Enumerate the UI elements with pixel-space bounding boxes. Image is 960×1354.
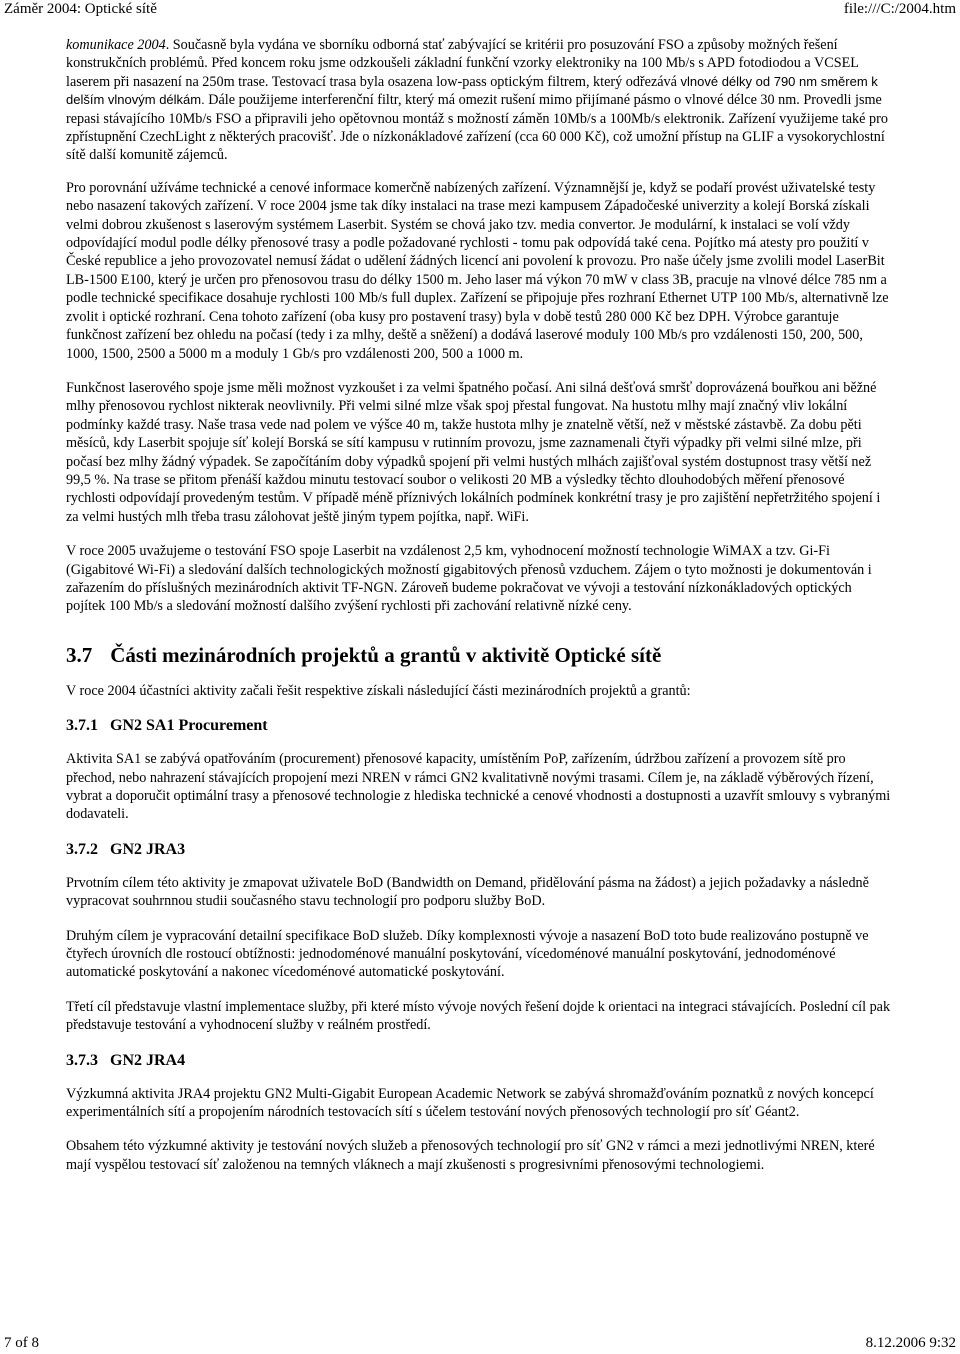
- header-url: file:///C:/2004.htm: [843, 1, 956, 17]
- paragraph: Funkčnost laserového spoje jsme měli možnost vyzkoušet i za velmi špatného počasí. Ani silná dešťová smršť doprovázená bouřkou ani běžné mlhy přenosovou rychlost nikterak neovlivnily. Při velmi silné mlze však spoj přestal fungovat. Na hustotu mlhy mají značný vliv lokální podmínky každé trasy. Naše trasa vede nad polem ve výšce 40 m, takže hustota mlhy je znatelně větší, než v městské zástavbě. Za dobu pěti měsíců, kdy Laserbit spojuje síť kolejí Borská se sítí kampusu v rutinním provozu, jsme zaznamenali čtyři výpadky při velmi silné mlze, při počasí bez mlhy žádný výpadek. Se započítáním doby výpadků spojení při velmi hustých mlhách zajišťoval systém dostupnost trasy větší než 99,5 %. Na trase se přitom přenáší každou minutu testovací soubor o velikosti 20 MB a výsledky těchto dlouhodobých měření přenosové rychlosti odpovídají provedeným testům. V případě méně příznivých lokálních podmínek konkrétní trasy je pro zajištění nepřetržitého spojení i za velmi hustých mlh třeba trasu zálohovat ještě jiným typem pojítka, např. WiFi.: [66, 379, 881, 525]
- paragraph-intro: [66, 36, 894, 165]
- subsection-title: GN2 SA1 Procurement: [110, 717, 268, 735]
- section-number: 3.7: [66, 642, 93, 667]
- subsection-number: 3.7.2: [66, 840, 98, 858]
- paragraph: Výzkumná aktivita JRA4 projektu GN2 Multi-Gigabit European Academic Network se zabývá shromažďováním poznatků z nových koncepcí experimentálních sítí a propojením národních testovacích sítí s účelem testování nových přenosových technologií pro síť Géant2.: [66, 1085, 874, 1121]
- subsection-heading: [66, 1051, 894, 1071]
- print-datetime: 8.12.2006 9:32: [865, 1335, 956, 1351]
- subsection-number: 3.7.1: [66, 717, 98, 735]
- page-number: 7 of 8: [4, 1335, 39, 1351]
- paragraph-text-sans: vlnové délky od 790 nm směrem k delším vlnovým délkám.: [66, 73, 878, 108]
- page-header: [0, 0, 960, 20]
- section-intro: V roce 2004 účastníci aktivity začali řešit respektive získali následující části mezinárodních projektů a grantů:: [66, 682, 691, 699]
- paragraph: Druhým cílem je vypracování detailní specifikace BoD služeb. Díky komplexnosti vývoje a nasazení BoD toto bude realizováno postupně ve čtyřech úrovních dle rostoucí obtížnosti: jednodoménové manuální poskytování, vícedoménové manuální poskytování, jednodoménové automatické poskytování a nakonec vícedoménové automatické poskytování.: [66, 927, 869, 981]
- paragraph: Obsahem této výzkumné aktivity je testování nových služeb a přenosových technologií pro síť GN2 v rámci a mezi jednotlivými NREN, které mají vyspělou testovací síť založenou na temných vláknech a mají zkušenosti s progresivními přenosovými technologiemi.: [66, 1138, 875, 1173]
- header-title: Záměr 2004: Optické sítě: [4, 1, 157, 17]
- subsection-heading: [66, 840, 894, 860]
- paragraph-text: . Současně byla vydána ve sborníku odborná stať zabývající se kritérii pro posuzování FSO a způsoby možných řešení konstrukčních problémů. Před koncem roku jsme odzkoušeli základní funkční vzorky elektroniky na 100 Mb/s s APD fotodiodou a VCSEL laserem při nasazení na 250m trase. Testovací trasa byla osazena low-pass optickým filtrem, který odřezává: [66, 37, 859, 90]
- subsection-title: GN2 JRA4: [110, 1051, 186, 1069]
- paragraph: Prvotním cílem této aktivity je zmapovat uživatele BoD (Bandwidth on Demand, přidělování pásma na žádost) a jejich požadavky a následně vypracovat souhrnnou studii současného stavu technologií pro podporu služby BoD.: [66, 874, 869, 910]
- paragraph: Třetí cíl představuje vlastní implementace služby, při které místo vývoje nových řešení dojde k orientaci na integraci stávajících. Poslední cíl pak představuje testování a vyhodnocení služby v reálném prostředí.: [66, 998, 891, 1034]
- paragraph: Pro porovnání užíváme technické a cenové informace komerčně nabízených zařízení. Významnější je, když se podaří provést uživatelské testy nebo nasazení takových zařízení. V roce 2004 jsme tak díky instalaci na trase mezi kampusem Západočeské univerzity a kolejí Borská získali velmi dobrou zkušenost s laserovým systémem Laserbit. Systém se chová jako tzv. media convertor. Je modulární, k instalaci se volí vždy odpovídající modul podle délky přenosové trasy a podle požadované rychlosti - tomu pak odpovídá také cena. Pojítko má atesty pro použití v České republice a jeho provozovatel nemusí žádat o udělení žádných licencí ani povolení k provozu. Pro naše účely jsme zvolili model LaserBit LB-1500 E100, který je určen pro přenosovou trasu do délky 1500 m. Jeho laser má výkon 70 mW v class 3B, pracuje na vlnové délce 785 nm a podle technické specifikace dosahuje rychlosti 100 Mb/s full duplex. Zařízení se připojuje přes rozhraní Ethernet UTP 100 Mb/s, alternativně lze zvolit i optické rozhraní. Cena tohoto zařízení (oba kusy pro postavení trasy) byla v době testů 280 000 Kč bez DPH. Výrobce garantuje funkčnost zařízení bez ohledu na počasí (tedy i za mlhy, deště a sněžení) a dodává laserové moduly 100 Mb/s pro vzdálenosti 150, 200, 500, 1000, 1500, 2500 a 5000 m a moduly 1 Gb/s pro vzdálenosti 200, 500 a 1000 m.: [66, 179, 889, 362]
- section-title: Části mezinárodních projektů a grantů v aktivitě Optické sítě: [110, 642, 662, 667]
- document-body: [66, 36, 894, 1190]
- paragraph: Aktivita SA1 se zabývá opatřováním (procurement) přenosové kapacity, umístěním PoP, zařízením, údržbou zařízení a provozem sítě pro přechod, nebo nahrazení stávajících propojení mezi NREN v rámci GN2 kvalitativně novými trasami. Cílem je, na základě výběrových řízení, vybrat a doporučit optimální trasy a přenosové technologie z hlediska technické a cenové vhodnosti a dostupnosti a uzavřít smlouvy s vybranými dodavateli.: [66, 751, 891, 823]
- italic-text: komunikace 2004: [66, 37, 166, 53]
- paragraph: V roce 2005 uvažujeme o testování FSO spoje Laserbit na vzdálenost 2,5 km, vyhodnocení možností technologie WiMAX a tzv. Gi-Fi (Gigabitové Wi-Fi) a sledování dalších technologických možností gigabitových přenosů vzduchem. Zájem o tyto možnosti je dokumentován i zařazením do příslušných mezinárodních aktivit TF-NGN. Zároveň budeme pokračovat ve vývoji a testování nízkonákladových optických pojítek 100 Mb/s a sledování možností dalšího zvýšení rychlosti při zachování relativně nízké ceny.: [66, 543, 872, 615]
- subsection-number: 3.7.3: [66, 1051, 98, 1069]
- subsection-title: GN2 JRA3: [110, 840, 186, 858]
- paragraph-text: Dále použijeme interferenční filtr, který má omezit rušení mimo přijímané pásmo o vlnové délce 30 nm. Provedli jsme repasi stávajícího 10Mb/s FSO a připravili jeho opětovnou montáž s možností záměn 10Mb/s a 100Mb/s elektronik. Zařízení využijeme také pro zpřístupnění CzechLight z některých pracovišť. Jde o nízkonákladové zařízení (cca 60 000 Kč), což umožní přístup na GLIF a vysokorychlostní sítě další komunitě zájemců.: [66, 92, 888, 164]
- page-footer: [0, 1334, 960, 1354]
- section-heading: [66, 642, 894, 668]
- subsection-heading: [66, 716, 894, 736]
